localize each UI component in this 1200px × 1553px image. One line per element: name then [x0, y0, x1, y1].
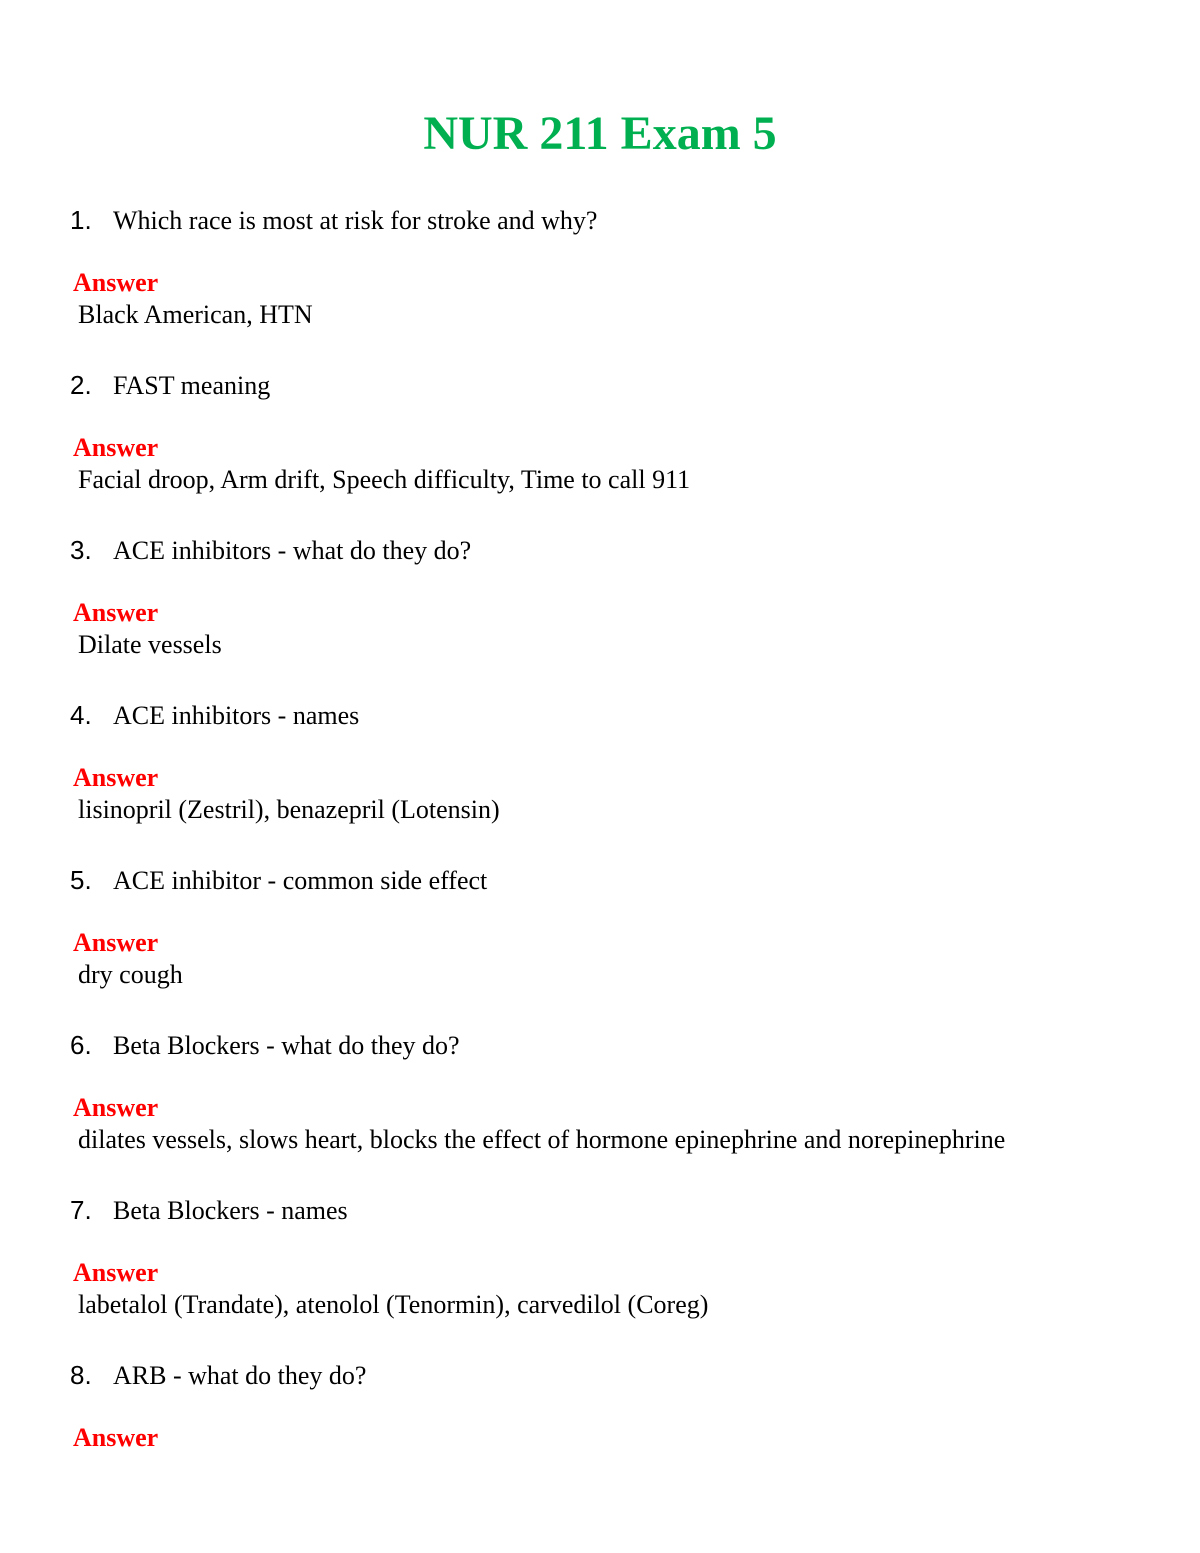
- page-title: NUR 211 Exam 5: [423, 107, 777, 161]
- question: [70, 202, 597, 238]
- question-number: 8.: [70, 1360, 92, 1390]
- answer-text: Dilate vessels: [78, 630, 222, 659]
- qa-item-7: [70, 1192, 1150, 1357]
- question-number: 3.: [70, 535, 92, 565]
- qa-item-8: [70, 1357, 1150, 1522]
- question: [70, 697, 359, 733]
- question: [70, 1192, 348, 1228]
- question-list: [70, 202, 1150, 1522]
- answer-text: dilates vessels, slows heart, blocks the effect of hormone epinephrine and norepinephrine: [78, 1125, 1006, 1154]
- answer-label: Answer: [73, 1258, 159, 1287]
- qa-item-5: [70, 862, 1150, 1027]
- question-text: ACE inhibitors - names: [113, 701, 360, 730]
- answer-label: Answer: [73, 268, 159, 297]
- question-number: 5.: [70, 865, 92, 895]
- question-text: ACE inhibitors - what do they do?: [113, 536, 472, 565]
- question-number: 7.: [70, 1195, 92, 1225]
- question-text: ACE inhibitor - common side effect: [113, 866, 488, 895]
- answer-label: Answer: [73, 1093, 159, 1122]
- question-number: 6.: [70, 1030, 92, 1060]
- answer-text: Facial droop, Arm drift, Speech difficulty, Time to call 911: [78, 465, 691, 494]
- question: [70, 367, 270, 403]
- answer-label: Answer: [73, 433, 159, 462]
- answer-text: dry cough: [78, 960, 183, 989]
- qa-item-2: [70, 367, 1150, 532]
- answer-label: Answer: [73, 928, 159, 957]
- qa-item-3: [70, 532, 1150, 697]
- qa-item-4: [70, 697, 1150, 862]
- answer-label: Answer: [73, 1423, 159, 1452]
- question-text: Beta Blockers - what do they do?: [113, 1031, 460, 1060]
- question-text: ARB - what do they do?: [113, 1361, 367, 1390]
- question: [70, 1357, 366, 1393]
- answer-text: Black American, HTN: [78, 300, 313, 329]
- qa-item-1: [70, 202, 1150, 367]
- question-text: Which race is most at risk for stroke and why?: [113, 206, 598, 235]
- question-text: FAST meaning: [113, 371, 271, 400]
- question: [70, 862, 487, 898]
- answer-text: labetalol (Trandate), atenolol (Tenormin), carvedilol (Coreg): [78, 1290, 709, 1319]
- question-text: Beta Blockers - names: [113, 1196, 348, 1225]
- question: [70, 532, 471, 568]
- answer-label: Answer: [73, 763, 159, 792]
- question-number: 2.: [70, 370, 92, 400]
- qa-item-6: [70, 1027, 1150, 1192]
- question-number: 1.: [70, 205, 92, 235]
- question-number: 4.: [70, 700, 92, 730]
- question: [70, 1027, 460, 1063]
- answer-label: Answer: [73, 598, 159, 627]
- answer-text: lisinopril (Zestril), benazepril (Lotensin): [78, 795, 500, 824]
